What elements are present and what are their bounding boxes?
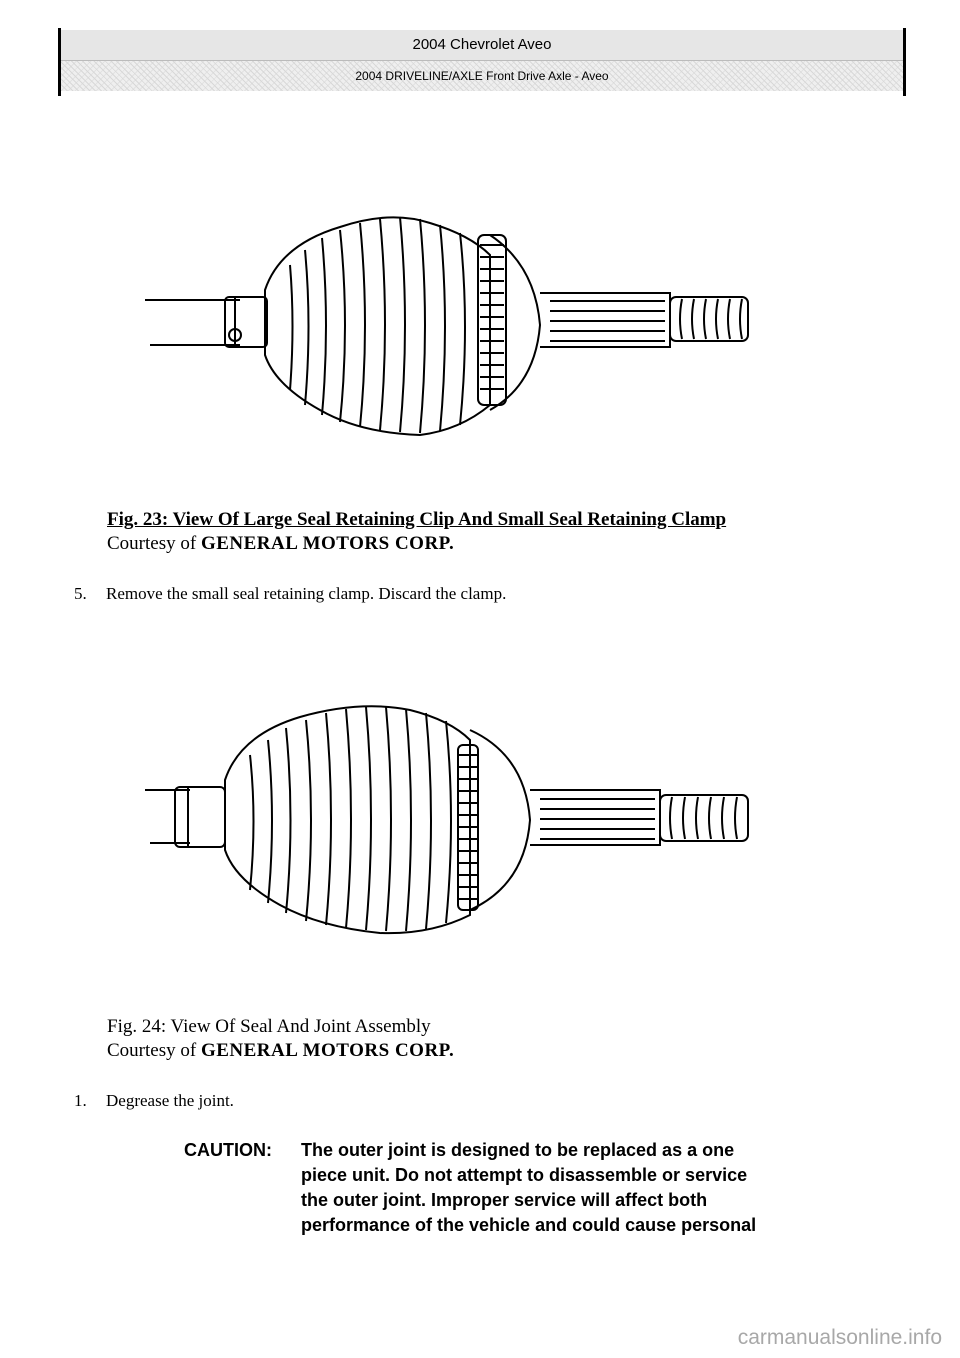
watermark: carmanualsonline.info	[737, 1326, 942, 1349]
step-1-number: 1.	[74, 1091, 87, 1110]
figure-23-credit-corp: GENERAL MOTORS CORP.	[200, 533, 455, 554]
step-1	[74, 1090, 234, 1112]
step-5	[74, 583, 506, 605]
figure-24-credit-prefix: Courtesy of	[107, 1040, 197, 1061]
figure-23-credit	[107, 533, 454, 554]
figure-24-illustration	[130, 695, 770, 965]
caution-line: The outer joint is designed to be replaced as a one	[301, 1140, 735, 1160]
document-subtitle: 2004 DRIVELINE/AXLE Front Drive Axle - Aveo	[61, 61, 903, 91]
document-title: 2004 Chevrolet Aveo	[61, 30, 903, 61]
figure-23-credit-prefix: Courtesy of	[107, 533, 197, 554]
step-1-text: Degrease the joint.	[106, 1091, 234, 1110]
caution-text	[301, 1138, 876, 1238]
figure-24-caption: Fig. 24: View Of Seal And Joint Assembly	[107, 1016, 431, 1037]
caution-label: CAUTION:	[184, 1140, 272, 1160]
step-5-text: Remove the small seal retaining clamp. Discard the clamp.	[106, 584, 507, 603]
caution-line: piece unit. Do not attempt to disassemble or service	[301, 1165, 748, 1185]
figure-23-caption: Fig. 23: View Of Large Seal Retaining Clip And Small Seal Retaining Clamp	[107, 509, 727, 530]
figure-24-credit	[107, 1040, 454, 1061]
step-5-number: 5.	[74, 584, 87, 603]
caution-line: performance of the vehicle and could cause personal	[301, 1215, 757, 1235]
figure-24-credit-corp: GENERAL MOTORS CORP.	[200, 1040, 455, 1061]
figure-23-illustration	[130, 205, 770, 475]
caution-line: the outer joint. Improper service will affect both	[301, 1190, 708, 1210]
figure-24-caption-block	[107, 1015, 454, 1063]
figure-23-caption-block	[107, 508, 726, 556]
page-header	[58, 28, 906, 96]
